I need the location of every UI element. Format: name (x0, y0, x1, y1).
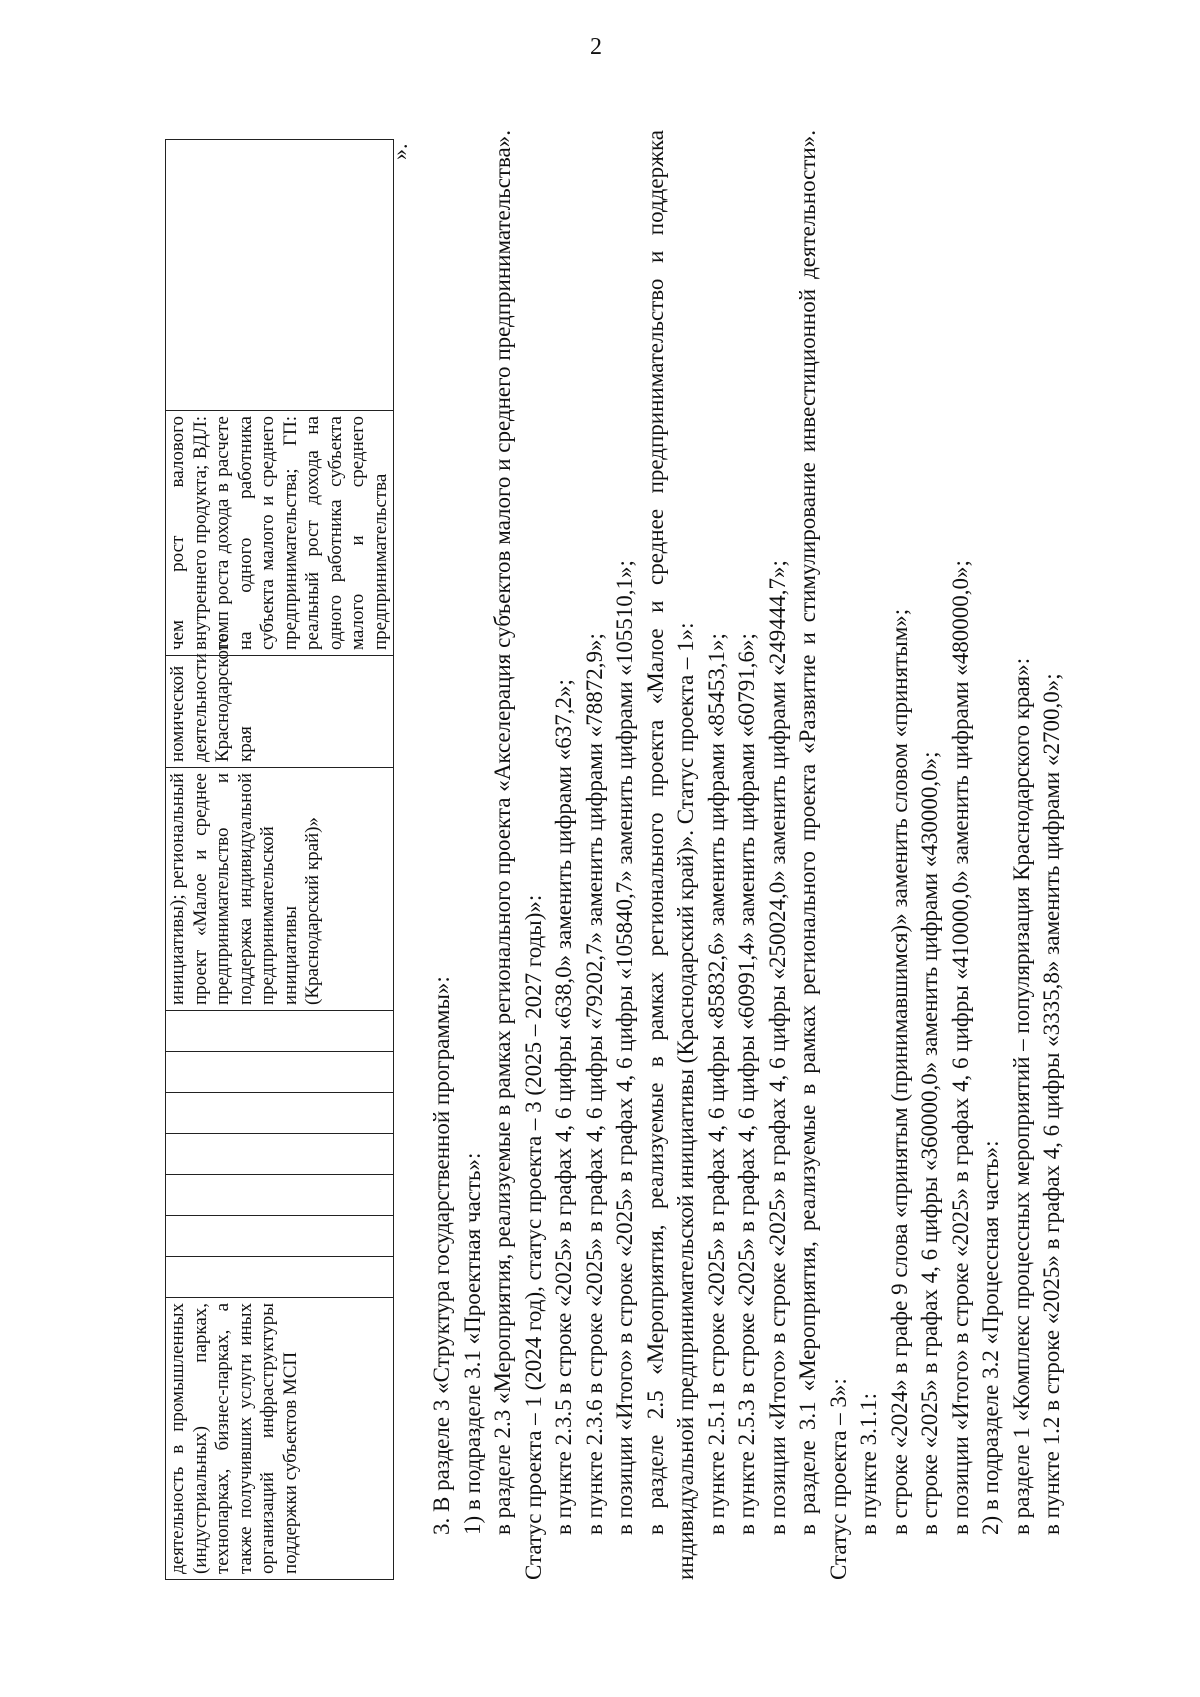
paragraph: в пункте 1.2 в строке «2025» в графах 4, 6 цифры «3335,8» заменить цифрами «2700,0»; (1039, 673, 1064, 1535)
amendment-text (427, 130, 1068, 1580)
closing-quote: ». (387, 143, 412, 160)
table-cell-indicators: чем рост валового внутреннего продукта; ВДЛ: темп роста дохода в расчете на одного работника субъекта малого и среднего предпринимательства; ГП: реальный рост дохода на одного работника субъекта малого и среднего предпринимательства (166, 411, 394, 656)
table-cell-empty (166, 1175, 394, 1216)
paragraph: в разделе 2.5 «Мероприятия, реализуемые в рамках регионального проекта «Малое и среднее предпринимательство и поддержка индивидуальной предпринимательской инициативы (Краснодарский край)». Статус проекта – 1»: (642, 130, 698, 1580)
table-cell-project: инициативы); региональный проект «Малое и среднее предпринимательство и поддержка индивидуальной предпринимательской инициативы (Краснодарский край)» (166, 768, 394, 1011)
paragraph: в строке «2024» в графе 9 слова «принятым (принимавшимся)» заменить словом «принятым»; (886, 608, 912, 1535)
paragraph: в позиции «Итого» в строке «2025» в графах 4, 6 цифры «250024,0» заменить цифрами «249444,7»; (764, 560, 790, 1535)
paragraph: в строке «2025» в графах 4, 6 цифры «360000,0» заменить цифрами «430000,0»; (917, 751, 942, 1535)
table-cell-empty (166, 140, 394, 411)
table-cell-empty (166, 1134, 394, 1175)
paragraph: 1) в подразделе 3.1 «Проектная часть»: (459, 1152, 485, 1535)
paragraph: в пункте 2.5.3 в строке «2025» в графах 4, 6 цифры «60991,4» заменить цифрами «60791,6»; (734, 633, 759, 1535)
paragraph: в пункте 3.1.1: (856, 1393, 881, 1535)
table-cell-empty (166, 1257, 394, 1298)
table-cell-description: деятельность в промышленных (индустриальных) парках, технопарках, бизнес-парках, а также получивших услуги иных организаций инфраструктуры поддержки субъектов МСП (166, 1298, 394, 1580)
table-cell-program: номической деятельности Краснодарского края (166, 656, 394, 768)
paragraph: 3. В разделе 3 «Структура государственной программы»: (429, 976, 454, 1535)
paragraph: в разделе 1 «Комплекс процессных мероприятий – популяризация Краснодарского края»: (1008, 657, 1034, 1535)
paragraph: 2) в подразделе 3.2 «Процессная часть»: (978, 1140, 1003, 1535)
paragraph: в разделе 3.1 «Мероприятия, реализуемые в рамках регионального проекта «Развитие и стимулирование инвестиционной деятельности». Статус проекта – 3»: (795, 130, 851, 1580)
table-cell-empty (166, 1011, 394, 1052)
table-cell-empty (166, 1052, 394, 1093)
paragraph: в позиции «Итого» в строке «2025» в графах 4, 6 цифры «410000,0» заменить цифрами «480000,0»; (947, 560, 973, 1535)
table-row (166, 140, 394, 1580)
paragraph: в разделе 2.3 «Мероприятия, реализуемые в рамках регионального проекта «Акселерация субъектов малого и среднего предпринимательства». Статус проекта – 1 (2024 год), статус проекта – 3 (2025 – 2027 годы)»: (490, 130, 546, 1580)
table-cell-empty (166, 1093, 394, 1134)
table-cell-empty (166, 1216, 394, 1257)
table-excerpt (165, 139, 394, 1580)
paragraph: в позиции «Итого» в строке «2025» в графах 4, 6 цифры «105840,7» заменить цифрами «105510,1»; (612, 560, 637, 1535)
paragraph: в пункте 2.5.1 в строке «2025» в графах 4, 6 цифры «85832,6» заменить цифрами «85453,1»; (703, 633, 729, 1535)
paragraph: в пункте 2.3.5 в строке «2025» в графах 4, 6 цифры «638,0» заменить цифрами «637,2»; (551, 679, 576, 1535)
paragraph: в пункте 2.3.6 в строке «2025» в графах 4, 6 цифры «79202,7» заменить цифрами «78872,9»; (581, 633, 607, 1535)
rotated-content (165, 100, 1065, 1580)
page-number: 2 (590, 34, 602, 60)
